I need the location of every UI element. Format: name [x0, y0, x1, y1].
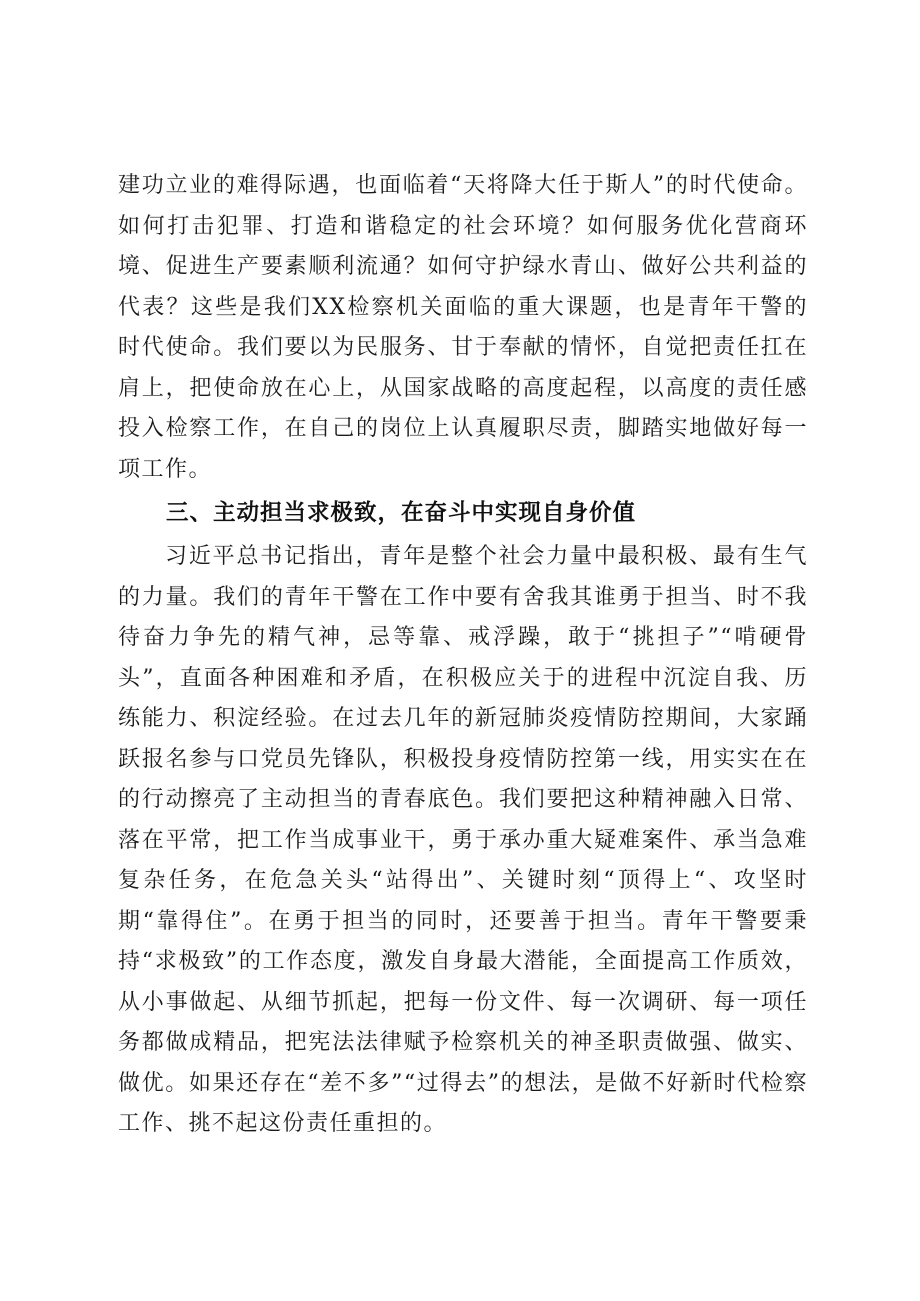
body-paragraph-continued: 建功立业的难得际遇，也面临着“天将降大任于斯人”的时代使命。如何打击犯罪、打造和谐稳定的社会环境？如何服务优化营商环境、促进生产要素顺利流通？如何守护绿水青山、做好公共利益的代表？这些是我们XX检察机关面临的重大课题，也是青年干警的时代使命。我们要以为民服务、甘于奉献的情怀，自觉把责任扛在肩上，把使命放在心上，从国家战略的高度起程，以高度的责任感投入检察工作，在自己的岗位上认真履职尽责，脚踏实地做好每一项工作。 — [118, 173, 808, 482]
section-heading-3: 三、主动担当求极致，在奋斗中实现自身价值 — [166, 500, 637, 526]
body-paragraph: 习近平总书记指出，青年是整个社会力量中最积极、最有生气的力量。我们的青年干警在工作中要有舍我其谁勇于担当、时不我待奋力争先的精气神，忌等靠、戒浮躁，敢于“挑担子”“啃硬骨头”，直面各种困难和矛盾，在积极应关于的进程中沉淀自我、历练能力、积淀经验。在过去几年的新冠肺炎疫情防控期间，大家踊跃报名参与口党员先锋队，积极投身疫情防控第一线，用实实在在的行动擦亮了主动担当的青春底色。我们要把这种精神融入日常、落在平常，把工作当成事业干，勇于承办重大疑难案件、承当急难复杂任务，在危急关头“站得出”、关键时刻“顶得上“、攻坚时期“靠得住”。在勇于担当的同时，还要善于担当。青年干警要秉持“求极致”的工作态度，激发自身最大潜能，全面提高工作质效，从小事做起、从细节抓起，把每一份文件、每一次调研、每一项任务都做成精品，把宪法法律赋予检察机关的神圣职责做强、做实、做优。如果还存在“差不多”“过得去”的想法，是做不好新时代检察工作、挑不起这份责任重担的。 — [118, 544, 808, 1136]
document-body — [118, 166, 808, 1145]
